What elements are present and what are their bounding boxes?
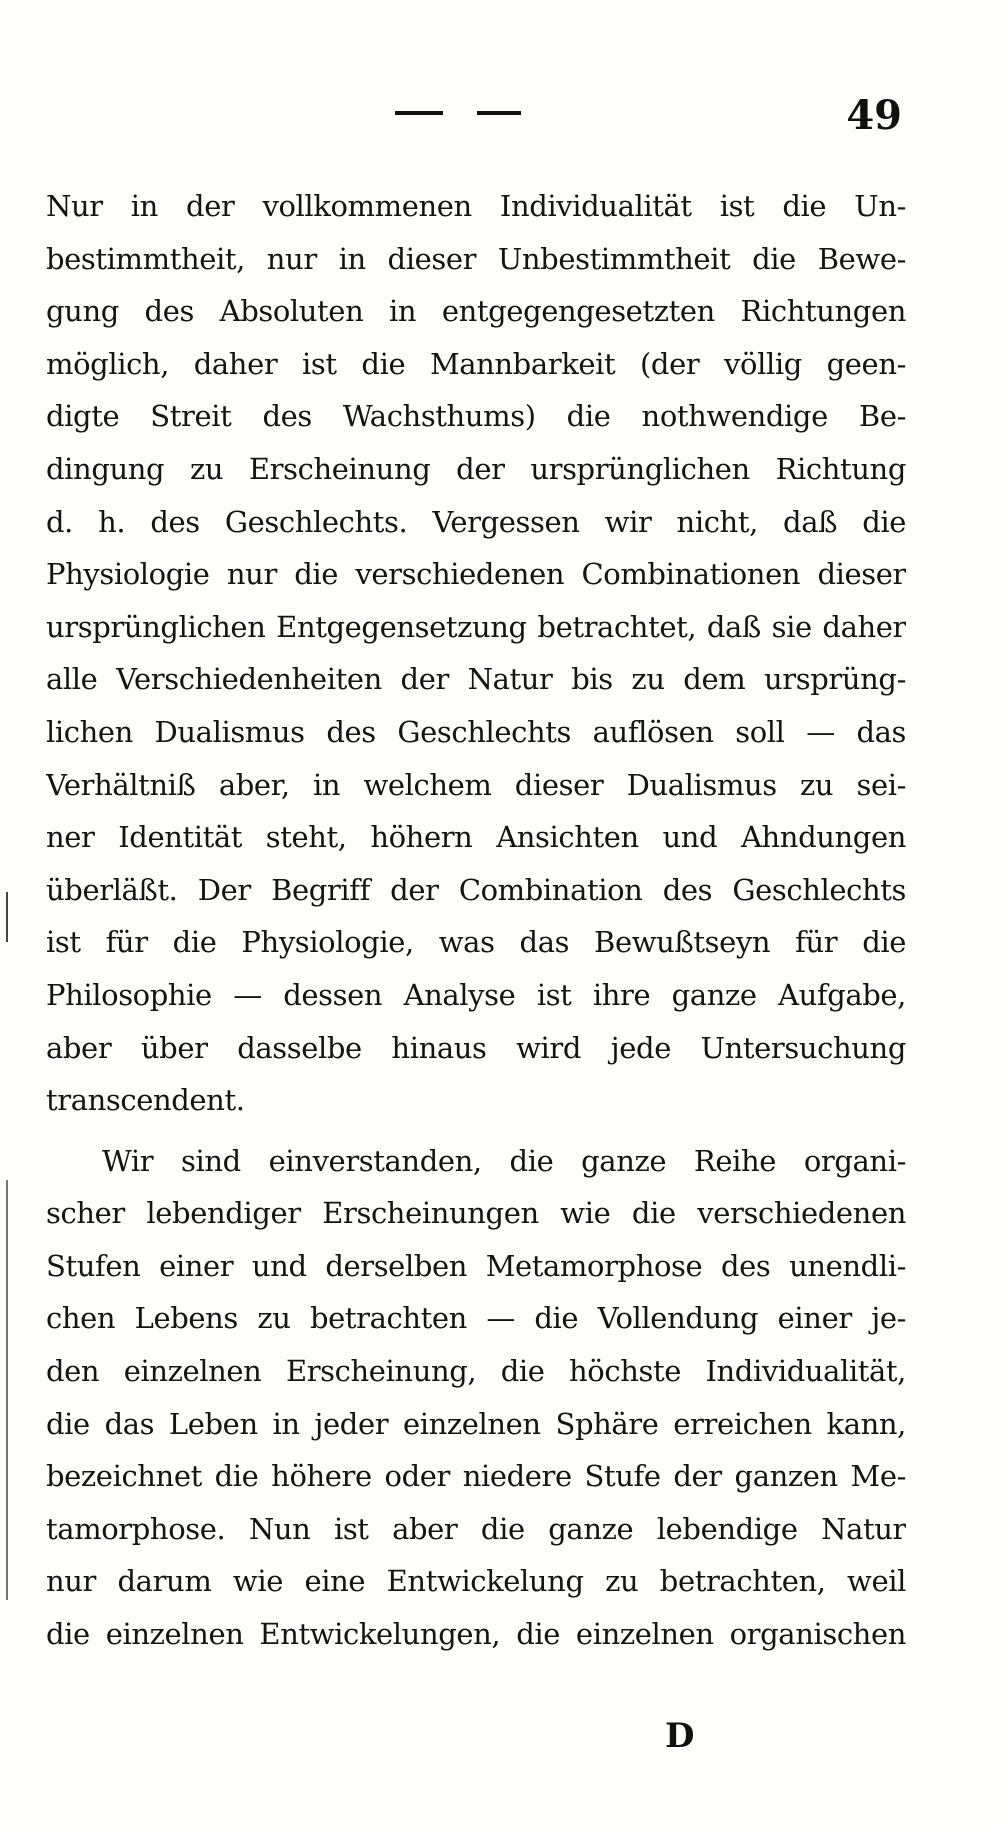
text-line: d. h. des Geschlechts. Vergessen wir nicht, daß die	[46, 504, 906, 539]
text-line: scher lebendiger Erscheinungen wie die verschiedenen	[46, 1196, 906, 1231]
text-line: Verhältniß aber, in welchem dieser Dualismus zu sei-	[46, 767, 906, 802]
text-line: ursprünglichen Entgegensetzung betrachtet, daß sie daher	[46, 609, 906, 644]
text-line: überläßt. Der Begriff der Combination des Geschlechts	[46, 872, 906, 907]
text-line: gung des Absoluten in entgegengesetzten Richtungen	[46, 294, 906, 329]
text-line: ner Identität steht, höhern Ansichten und Ahndungen	[46, 820, 906, 855]
signature-mark: D	[665, 1716, 695, 1756]
text-line: nur darum wie eine Entwickelung zu betrachten, weil	[46, 1564, 906, 1599]
margin-mark	[6, 892, 8, 942]
header-dash-left	[395, 111, 443, 115]
paragraph-1	[46, 180, 906, 1127]
text-line: bezeichnet die höhere oder niedere Stufe der ganzen Me-	[46, 1459, 906, 1494]
text-line: bestimmtheit, nur in dieser Unbestimmtheit die Bewe-	[46, 241, 906, 276]
text-line: lichen Dualismus des Geschlechts auflösen soll — das	[46, 714, 906, 749]
text-line: möglich, daher ist die Mannbarkeit (der völlig geen-	[46, 346, 906, 381]
text-line: tamorphose. Nun ist aber die ganze lebendige Natur	[46, 1511, 906, 1546]
running-head-rule	[395, 98, 545, 128]
paragraph-2	[46, 1135, 906, 1661]
text-line: Philosophie — dessen Analyse ist ihre ganze Aufgabe,	[46, 977, 906, 1012]
text-line: transcendent.	[46, 1083, 245, 1118]
margin-mark	[6, 1180, 8, 1600]
body-text	[46, 180, 906, 1661]
text-line: die das Leben in jeder einzelnen Sphäre erreichen kann,	[46, 1406, 906, 1441]
text-line: ist für die Physiologie, was das Bewußtseyn für die	[46, 925, 906, 960]
text-line: aber über dasselbe hinaus wird jede Untersuchung	[46, 1030, 906, 1065]
text-line: digte Streit des Wachsthums) die nothwendige Be-	[46, 399, 906, 434]
text-line: Nur in der vollkommenen Individualität ist die Un-	[46, 189, 906, 223]
text-line: die einzelnen Entwickelungen, die einzelnen organischen	[46, 1617, 906, 1652]
text-line: Physiologie nur die verschiedenen Combinationen dieser	[46, 557, 906, 592]
text-line: chen Lebens zu betrachten — die Vollendung einer je-	[46, 1301, 906, 1336]
text-line: dingung zu Erscheinung der ursprünglichen Richtung	[46, 451, 906, 486]
page-number: 49	[846, 92, 902, 139]
text-line: alle Verschiedenheiten der Natur bis zu dem ursprüng-	[46, 662, 906, 697]
paragraph-gap	[46, 1127, 906, 1135]
header-dash-right	[477, 111, 521, 115]
text-line: Stufen einer und derselben Metamorphose des unendli-	[46, 1248, 906, 1283]
text-line: den einzelnen Erscheinung, die höchste Individualität,	[46, 1354, 906, 1389]
text-line: Wir sind einverstanden, die ganze Reihe organi-	[102, 1143, 906, 1178]
